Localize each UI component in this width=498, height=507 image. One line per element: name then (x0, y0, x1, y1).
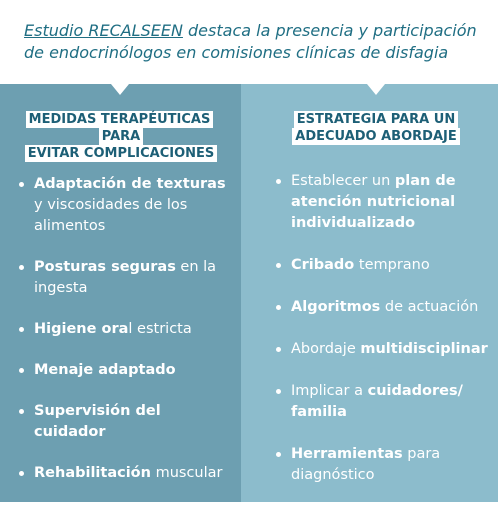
list-item-text: de actuación (380, 299, 479, 315)
list-item (19, 463, 229, 484)
left-title-line-2: EVITAR COMPLICACIONES (25, 145, 218, 162)
list-item-bold: Algoritmos (291, 299, 381, 315)
list-item-text: en la ingesta (34, 259, 217, 296)
list-item (19, 319, 229, 340)
list-item-text: temprano (354, 257, 430, 273)
list-item-text: para diagnóstico (291, 446, 441, 483)
list-item-bold: Cribado (291, 257, 355, 273)
study-link[interactable]: Estudio RECALSEEN (24, 21, 183, 40)
list-item (19, 401, 229, 443)
list-item-bold: Adaptación de texturas (34, 176, 226, 192)
list-item-bold: cuidadores/ familia (291, 383, 463, 420)
list-item (276, 255, 488, 276)
header-caption-text: destaca la presencia y participación de endocrinólogos en comisiones clínicas de disfagia (24, 21, 477, 62)
list-item-bold: Rehabilitación (34, 465, 151, 481)
left-notch-arrow (111, 84, 129, 95)
list-item (19, 257, 229, 299)
list-item (276, 444, 488, 486)
right-notch-arrow (367, 84, 385, 95)
approach-strategy-list (276, 171, 488, 507)
list-item-bold: Herramientas (291, 446, 403, 462)
list-item-prefix: Implicar a (291, 383, 368, 399)
right-title-line-2: ADECUADO ABORDAJE (292, 128, 459, 145)
list-item-prefix: Establecer un (291, 173, 395, 189)
list-item-bold: plan de atención nutricional individualizado (291, 173, 456, 231)
list-item (276, 381, 488, 423)
right-panel-title (276, 111, 476, 145)
left-panel-title (6, 111, 236, 162)
list-item-bold: Menaje adaptado (34, 362, 176, 378)
left-title-line-1: MEDIDAS TERAPÉUTICAS PARA (26, 111, 214, 145)
list-item-text: y viscosidades de los alimentos (34, 197, 188, 234)
header (0, 0, 498, 84)
list-item (276, 171, 488, 234)
list-item-bold: multidisciplinar (360, 341, 488, 357)
list-item-bold: Supervisión del cuidador (34, 403, 161, 440)
list-item (19, 360, 229, 381)
list-item-bold: Posturas seguras (34, 259, 176, 275)
list-item (276, 297, 488, 318)
right-title-line-1: ESTRATEGIA PARA UN (294, 111, 458, 128)
list-item (276, 339, 488, 360)
list-item-text: muscular (150, 465, 223, 481)
therapeutic-measures-list (19, 174, 229, 504)
header-caption (24, 20, 490, 64)
list-item-bold: Higiene ora (34, 321, 129, 337)
list-item-prefix: Abordaje (291, 341, 361, 357)
list-item-text: l estricta (128, 321, 192, 337)
list-item (19, 174, 229, 237)
